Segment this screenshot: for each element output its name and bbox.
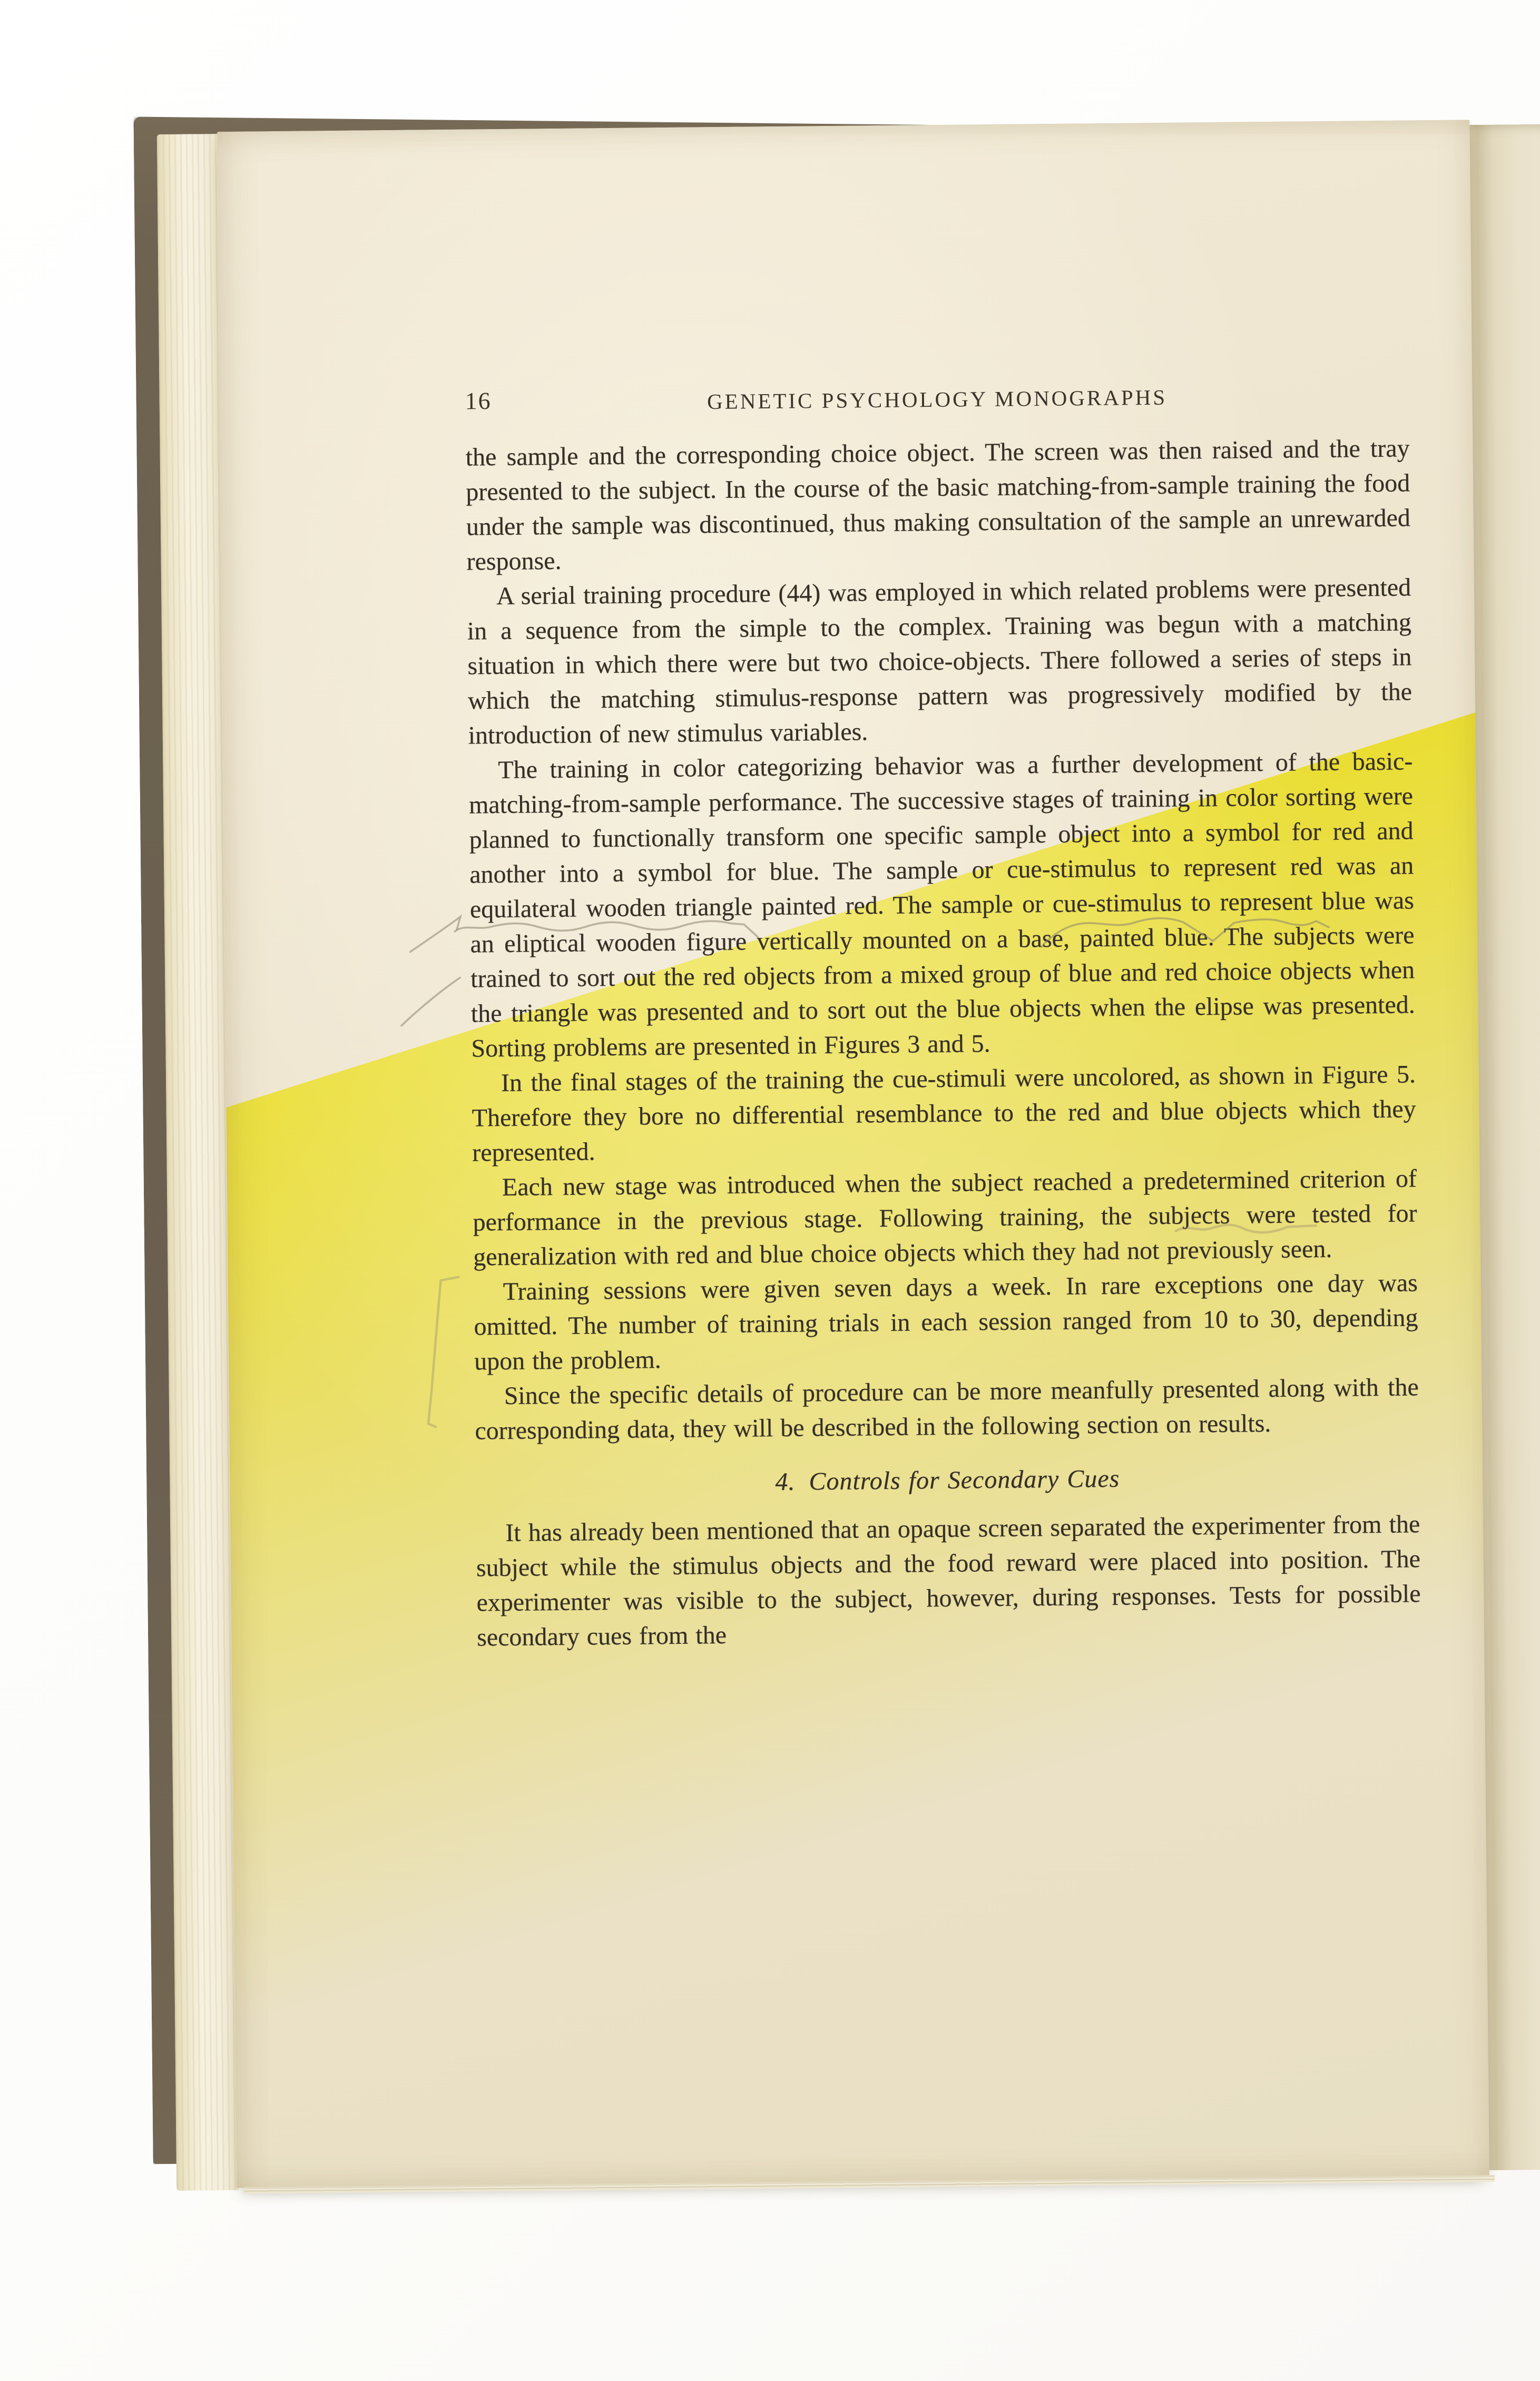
paragraph: The training in color categorizing behavior was a further development of the basic-matching-from-sample performance. The successive stages of training in color sorting were planned to functionally transform one specific sample object into a symbol for red and another into a symbol for blue. The sample or cue-stimulus to represent red was an equilateral wooden triangle painted red. The sample or cue-stimulus to represent blue was an eliptical wooden figure vertically mounted on a base, painted blue. The subjects were trained to sort out the red objects from a mixed group of blue and red choice objects when the triangle was presented and to sort out the blue objects when the elipse was presented. Sorting problems are presented in Figures 3 and 5. bbox=[468, 747, 1415, 1063]
pencil-margin-slash-1 bbox=[410, 917, 461, 952]
book-page bbox=[217, 120, 1489, 2188]
book bbox=[133, 103, 1540, 2198]
pencil-margin-slash-2 bbox=[401, 978, 460, 1026]
section-heading bbox=[475, 1458, 1420, 1502]
page-number: 16 bbox=[465, 387, 492, 415]
running-head: GENETIC PSYCHOLOGY MONOGRAPHS bbox=[707, 385, 1168, 414]
paragraph: Training sessions were given seven days a week. In rare exceptions one day was omitted. The number of training trials in each session ranged from 10 to 30, depending upon the problem. bbox=[474, 1269, 1418, 1376]
paragraph: Each new stage was introduced when the subject reached a predetermined criterion of performance in the previous stage. Following training, the subjects were tested for generalization with red and blue choice objects which they had not previously seen. bbox=[473, 1164, 1417, 1271]
paragraph: A serial training procedure (44) was employed in which related problems were presented in a sequence from the simple to the complex. Training was begun with a matching situation in which there were but two choice-objects. There followed a series of steps in which the matching stimulus-response pattern was progressively modified by the introduction of new stimulus variables. bbox=[467, 573, 1413, 750]
page-body bbox=[465, 431, 1421, 1655]
section-title: Controls for Secondary Cues bbox=[809, 1464, 1120, 1496]
paragraph: Since the specific details of procedure can be more meanfully presented along with the corresponding data, they will be described in the following section on results. bbox=[475, 1373, 1419, 1445]
paragraph: It has already been mentioned that an opaque screen separated the experimenter from the subject while the stimulus objects and the food reward were placed into position. The experimenter was visible to the subject, however, during responses. Tests for possible secondary cues from the bbox=[476, 1510, 1421, 1652]
paragraph: In the final stages of the training the cue-stimuli were uncolored, as shown in Figure 5. Therefore they bore no differential resemblance to the red and blue objects which they represented. bbox=[472, 1060, 1416, 1167]
paragraph: the sample and the corresponding choice object. The screen was then raised and the tray presented to the subject. In the course of the basic matching-from-sample training the food under the sample was discontinued, thus making consultation of the sample an unrewarded response. bbox=[465, 434, 1411, 576]
pencil-margin-vertical-line bbox=[427, 1277, 460, 1427]
section-number: 4. bbox=[775, 1467, 796, 1496]
